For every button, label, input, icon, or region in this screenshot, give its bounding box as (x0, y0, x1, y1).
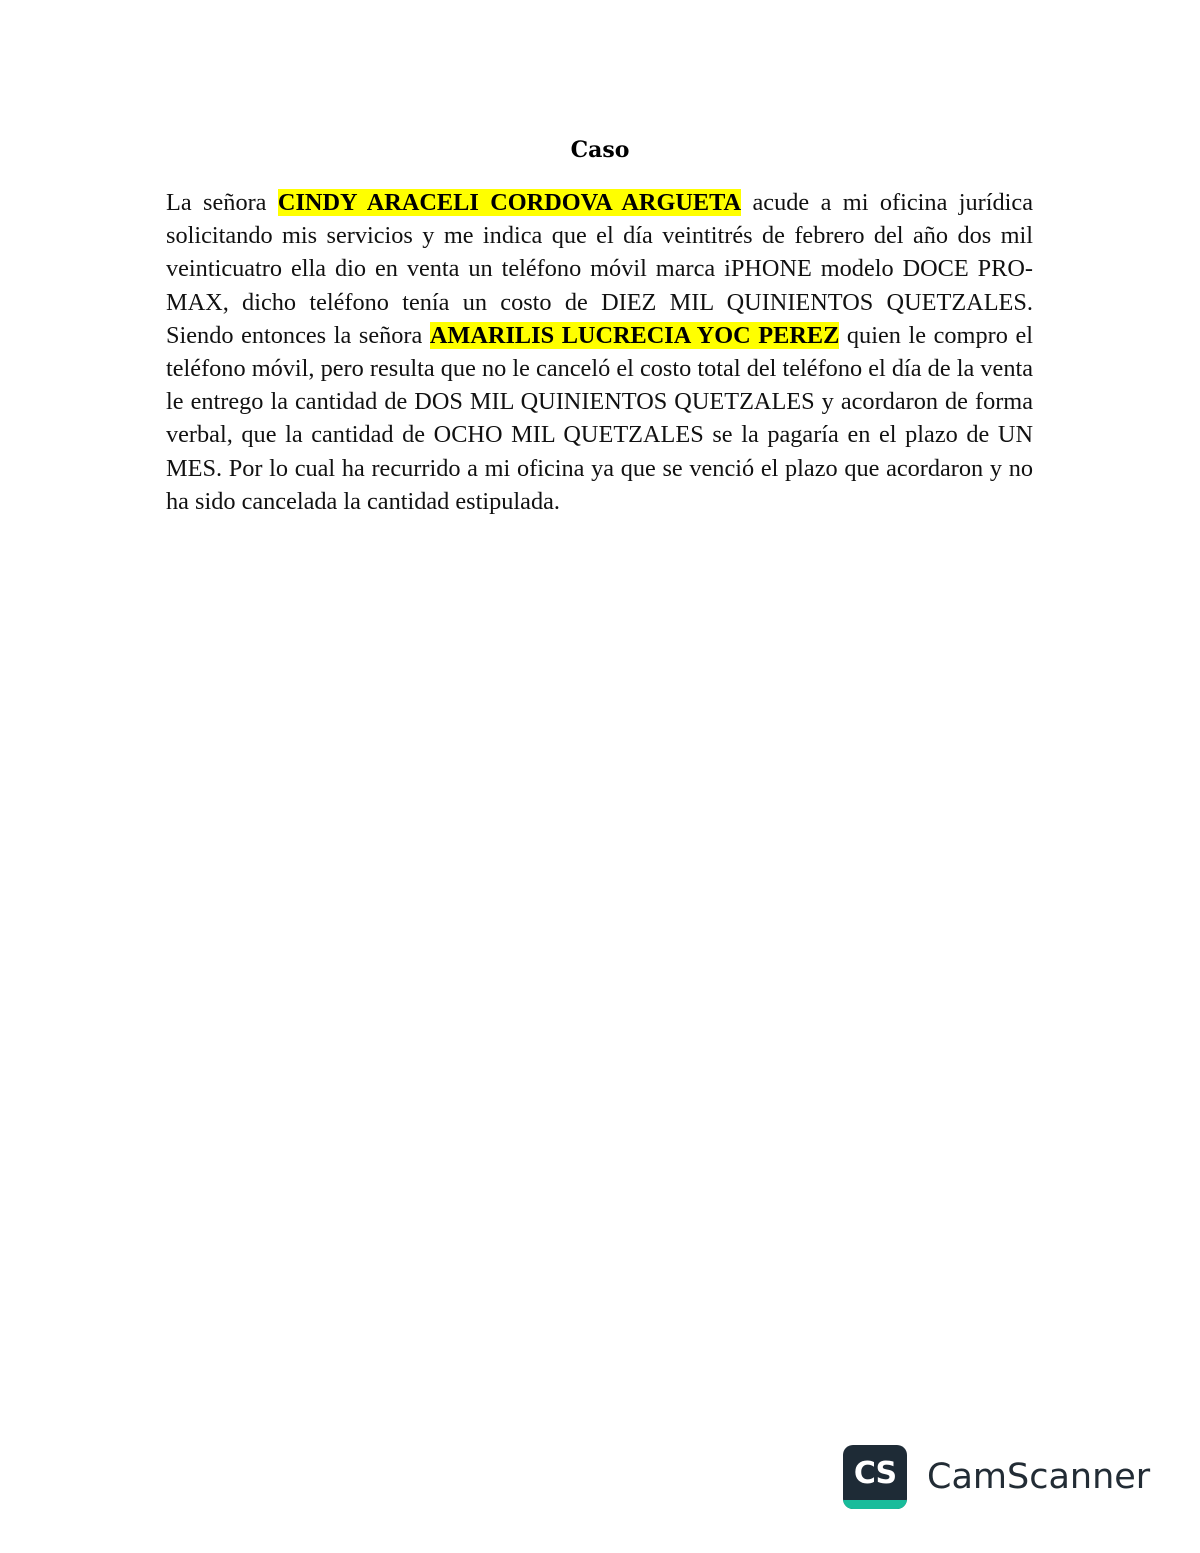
brand-name: CamScanner (927, 1457, 1151, 1497)
logo-accent-stripe (843, 1500, 907, 1509)
document-title: Caso (570, 137, 630, 163)
highlighted-name-seller: CINDY ARACELI CORDOVA ARGUETA (277, 189, 742, 216)
paragraph-segment: acude a mi oficina jurídica solicitando mis servicios y me indica que el día veintitrés de febrero del año dos mil veinticuatro ella dio en venta un teléfono móvil marca iPHONE modelo DOCE PRO-MAX, dicho teléfono tenía un costo de DIEZ MIL QUINIENTOS QUETZALES. Siendo entonces la señora (166, 189, 1033, 349)
highlighted-name-buyer: AMARILIS LUCRECIA YOC PEREZ (429, 321, 840, 349)
paragraph-segment: La señora (166, 189, 278, 216)
case-paragraph (166, 186, 1033, 518)
logo-badge-text: CS (853, 1455, 897, 1491)
camscanner-logo-icon (843, 1445, 907, 1509)
camscanner-watermark (843, 1444, 1150, 1510)
paragraph-segment: quien le compro el teléfono móvil, pero resulta que no le canceló el costo total del teléfono el día de la venta le entrego la cantidad de DOS MIL QUINIENTOS QUETZALES y acordaron de forma verbal, que la cantidad de OCHO MIL QUETZALES se la pagaría en el plazo de UN MES. Por lo cual ha recurrido a mi oficina ya que se venció el plazo que acordaron y no ha sido cancelada la cantidad estipulada. (166, 321, 1033, 515)
